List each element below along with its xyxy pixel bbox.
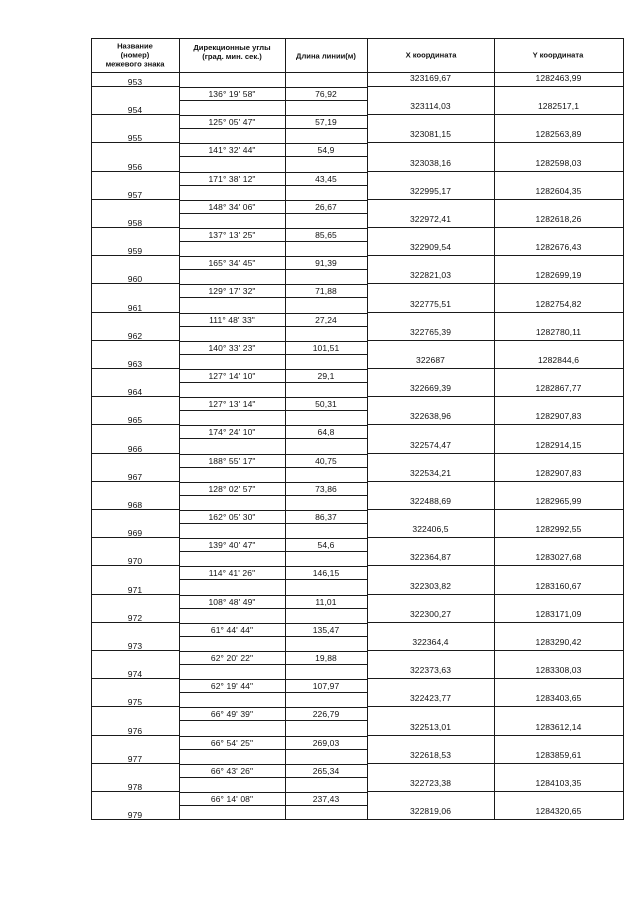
segment-angle: 128° 02' 57" <box>208 483 256 494</box>
segment-angle: 140° 33' 23" <box>208 342 256 353</box>
point-x: 322821,03 <box>409 270 452 281</box>
point-y: 1283403,65 <box>535 693 582 704</box>
point-x: 323114,03 <box>410 101 451 112</box>
row-line-seg-top <box>179 228 367 229</box>
point-y: 1282754,82 <box>535 298 582 309</box>
point-name: 974 <box>127 669 143 680</box>
row-line-seg-bottom <box>179 128 367 129</box>
row-line-seg-top <box>179 256 367 257</box>
point-y: 1282517,1 <box>537 101 580 112</box>
point-x: 322488,69 <box>409 496 452 506</box>
row-line-coords <box>367 283 623 284</box>
point-name: 975 <box>127 697 143 708</box>
segment-angle: 66° 14' 08" <box>210 794 254 804</box>
segment-length: 29,1 <box>317 371 335 381</box>
row-line-coords <box>367 114 623 115</box>
segment-angle: 165° 34' 45" <box>208 258 256 269</box>
point-name: 971 <box>127 584 143 595</box>
row-line-coords <box>367 706 623 707</box>
row-line-coords <box>367 537 623 538</box>
point-x: 322819,06 <box>409 806 452 817</box>
point-y: 1282914,15 <box>535 439 582 450</box>
point-x: 322723,38 <box>409 778 452 788</box>
row-line-seg-bottom <box>179 523 367 524</box>
row-line-seg-top <box>179 707 367 708</box>
segment-angle: 108° 48' 49" <box>208 596 256 607</box>
row-line-seg-top <box>179 454 367 455</box>
point-x: 322534,21 <box>409 467 452 478</box>
row-line-coords <box>367 424 623 425</box>
point-y: 1282867,77 <box>535 383 582 394</box>
segment-length: 101,51 <box>312 342 340 353</box>
segment-length: 76,92 <box>315 89 337 99</box>
segment-angle: 137° 13' 25" <box>208 230 256 240</box>
segment-length: 11,01 <box>315 596 337 607</box>
row-line-seg-bottom <box>179 636 367 637</box>
segment-angle: 162° 05' 30" <box>208 512 256 522</box>
segment-length: 85,65 <box>315 230 337 240</box>
row-line-seg-bottom <box>179 185 367 186</box>
column-line-2 <box>285 38 286 820</box>
point-x: 323038,16 <box>409 157 452 168</box>
point-x: 322638,96 <box>409 411 452 422</box>
row-line-seg-bottom <box>179 495 367 496</box>
row-line-coords <box>367 199 623 200</box>
segment-angle: 114° 41' 26" <box>208 568 256 579</box>
point-name: 979 <box>127 810 143 821</box>
point-y: 1283160,67 <box>535 580 582 591</box>
row-line-seg-top <box>179 87 367 88</box>
segment-angle: 136° 19' 58" <box>208 89 256 99</box>
segment-length: 40,75 <box>315 455 337 466</box>
point-y: 1282604,35 <box>535 185 582 196</box>
row-line-coords <box>367 142 623 143</box>
segment-length: 237,43 <box>312 794 340 804</box>
point-x: 322574,47 <box>409 439 452 450</box>
point-x: 322406,5 <box>412 524 449 535</box>
table-border-top <box>91 38 623 39</box>
point-y: 1283308,03 <box>535 665 582 676</box>
row-line-seg-top <box>179 538 367 539</box>
point-y: 1282676,43 <box>535 242 582 253</box>
point-x: 323169,67 <box>409 73 452 83</box>
row-line-seg-top <box>179 425 367 426</box>
point-y: 1282965,99 <box>535 496 582 506</box>
point-y: 1283171,09 <box>535 608 582 619</box>
row-line-seg-top <box>179 510 367 511</box>
segment-angle: 66° 49' 39" <box>210 709 254 720</box>
point-y: 1282844,6 <box>537 355 580 365</box>
point-name: 966 <box>127 443 143 454</box>
row-line-seg-top <box>179 651 367 652</box>
segment-length: 64,8 <box>317 427 335 438</box>
point-name: 958 <box>127 218 143 228</box>
row-line-seg-bottom <box>179 467 367 468</box>
row-line-seg-bottom <box>179 410 367 411</box>
point-y: 1282907,83 <box>535 467 582 478</box>
row-line-seg-bottom <box>179 382 367 383</box>
point-name: 970 <box>127 556 143 567</box>
point-name: 965 <box>127 415 143 426</box>
point-y: 1282463,99 <box>535 73 582 83</box>
point-x: 322423,77 <box>409 693 452 704</box>
point-name: 953 <box>127 77 143 87</box>
row-line-coords <box>367 791 623 792</box>
row-line-seg-bottom <box>179 551 367 552</box>
segment-angle: 125° 05' 47" <box>208 117 256 128</box>
row-line-coords <box>367 255 623 256</box>
row-line-seg-top <box>179 595 367 596</box>
segment-angle: 174° 24' 10" <box>208 427 256 438</box>
row-line-seg-bottom <box>179 777 367 778</box>
row-line-seg-top <box>179 313 367 314</box>
point-y: 1283290,42 <box>535 637 582 647</box>
point-name: 955 <box>127 133 143 144</box>
column-line-1 <box>179 38 180 820</box>
point-name: 957 <box>127 189 143 200</box>
point-name: 956 <box>127 161 143 172</box>
row-line-seg-bottom <box>179 269 367 270</box>
column-line-3 <box>367 38 368 820</box>
point-x: 322364,87 <box>409 552 452 563</box>
row-line-seg-bottom <box>179 241 367 242</box>
row-line-seg-top <box>179 284 367 285</box>
segment-length: 226,79 <box>312 709 340 720</box>
row-line-seg-bottom <box>179 438 367 439</box>
point-y: 1282563,89 <box>535 129 582 140</box>
segment-length: 71,88 <box>315 286 337 297</box>
row-line-seg-bottom <box>179 156 367 157</box>
segment-length: 54,9 <box>317 145 335 156</box>
point-y: 1282907,83 <box>535 411 582 422</box>
segment-length: 107,97 <box>312 681 340 692</box>
segment-angle: 129° 17' 32" <box>208 286 256 297</box>
header-y: Y координата <box>532 50 584 60</box>
segment-angle: 171° 38' 12" <box>208 173 256 184</box>
point-x: 322765,39 <box>409 326 452 337</box>
row-line-seg-top <box>179 115 367 116</box>
point-x: 322513,01 <box>409 721 452 732</box>
segment-angle: 66° 54' 25" <box>210 737 254 748</box>
segment-angle: 127° 14' 10" <box>208 371 256 381</box>
point-name: 968 <box>127 500 143 510</box>
row-line-seg-top <box>179 397 367 398</box>
segment-angle: 62° 20' 22" <box>210 653 254 663</box>
row-line-coords <box>367 171 623 172</box>
row-line-seg-bottom <box>179 692 367 693</box>
segment-angle: 61° 44' 44" <box>210 624 254 635</box>
segment-length: 91,39 <box>315 258 337 269</box>
point-y: 1283612,14 <box>535 721 582 732</box>
segment-angle: 66° 43' 26" <box>210 765 254 776</box>
row-line-seg-top <box>179 172 367 173</box>
point-y: 1282598,03 <box>535 157 582 168</box>
segment-length: 265,34 <box>312 765 340 776</box>
segment-length: 146,15 <box>312 568 340 579</box>
segment-length: 27,24 <box>315 314 337 325</box>
column-line-4 <box>494 38 495 820</box>
point-name: 977 <box>127 753 143 764</box>
segment-length: 54,6 <box>317 540 335 551</box>
row-line-seg-top <box>179 764 367 765</box>
row-line-coords <box>367 594 623 595</box>
row-line-seg-bottom <box>179 326 367 327</box>
point-y: 1282618,26 <box>535 214 582 224</box>
segment-angle: 188° 55' 17" <box>208 455 256 466</box>
segment-length: 43,45 <box>315 173 337 184</box>
point-x: 322995,17 <box>409 185 452 196</box>
point-x: 322300,27 <box>409 608 452 619</box>
point-y: 1282992,55 <box>535 524 582 535</box>
point-x: 322669,39 <box>409 383 452 394</box>
row-line-coords <box>367 565 623 566</box>
row-line-seg-top <box>179 623 367 624</box>
point-x: 322909,54 <box>409 242 452 253</box>
segment-length: 86,37 <box>315 512 337 522</box>
header-angle: Дирекционные углы (град. мин. сек.) <box>193 43 271 61</box>
row-line-seg-top <box>179 679 367 680</box>
row-line-seg-bottom <box>179 664 367 665</box>
row-line-coords <box>367 622 623 623</box>
header-length: Длина линии(м) <box>296 51 356 61</box>
row-line-coords <box>367 312 623 313</box>
point-y: 1284320,65 <box>535 806 582 817</box>
point-x: 322364,4 <box>412 637 449 647</box>
row-line-seg-bottom <box>179 805 367 806</box>
segment-angle: 127° 13' 14" <box>208 399 256 410</box>
point-x: 322618,53 <box>409 749 452 760</box>
column-line-5 <box>623 38 624 820</box>
segment-length: 26,67 <box>315 201 337 212</box>
column-line-0 <box>91 38 92 820</box>
row-line-seg-top <box>179 341 367 342</box>
point-x: 322303,82 <box>409 580 452 591</box>
row-line-seg-top <box>179 792 367 793</box>
row-line-seg-top <box>179 369 367 370</box>
row-line-seg-bottom <box>179 354 367 355</box>
row-line-seg-bottom <box>179 579 367 580</box>
point-name: 963 <box>127 359 143 369</box>
point-name: 969 <box>127 528 143 539</box>
row-line-coords <box>367 650 623 651</box>
row-line-seg-bottom <box>179 213 367 214</box>
point-y: 1283027,68 <box>535 552 582 563</box>
point-y: 1282699,19 <box>535 270 582 281</box>
point-name: 976 <box>127 725 143 736</box>
point-name: 973 <box>127 641 143 651</box>
row-line-seg-top <box>179 736 367 737</box>
row-line-seg-top <box>179 566 367 567</box>
header-x: Х координата <box>405 50 457 60</box>
point-name: 961 <box>127 302 143 313</box>
point-name: 962 <box>127 330 143 341</box>
point-name: 967 <box>127 471 143 482</box>
segment-length: 269,03 <box>312 737 340 748</box>
segment-length: 73,86 <box>315 483 337 494</box>
row-line-coords <box>367 227 623 228</box>
point-name: 972 <box>127 612 143 623</box>
row-line-coords <box>367 340 623 341</box>
segment-angle: 141° 32' 44" <box>208 145 256 156</box>
row-line-coords <box>367 763 623 764</box>
point-name: 954 <box>127 105 143 116</box>
point-x: 322373,63 <box>409 665 452 676</box>
point-name: 964 <box>127 387 143 398</box>
segment-angle: 111° 48' 33" <box>209 314 255 325</box>
point-y: 1282780,11 <box>535 326 582 337</box>
row-line-seg-bottom <box>179 297 367 298</box>
point-x: 323081,15 <box>409 129 452 140</box>
segment-angle: 148° 34' 06" <box>208 201 256 212</box>
segment-length: 50,31 <box>315 399 337 410</box>
row-line-seg-bottom <box>179 749 367 750</box>
row-line-coords <box>367 86 623 87</box>
row-line-seg-bottom <box>179 720 367 721</box>
segment-length: 57,19 <box>315 117 337 128</box>
row-line-coords <box>367 368 623 369</box>
table-border-bottom <box>91 819 623 820</box>
row-line-seg-bottom <box>179 100 367 101</box>
row-line-coords <box>367 453 623 454</box>
row-line-coords <box>367 396 623 397</box>
point-name: 959 <box>127 246 143 257</box>
segment-length: 135,47 <box>312 624 340 635</box>
point-name: 960 <box>127 274 143 285</box>
row-line-seg-top <box>179 482 367 483</box>
point-y: 1283859,61 <box>535 749 582 760</box>
row-line-seg-top <box>179 143 367 144</box>
segment-angle: 139° 40' 47" <box>208 540 256 551</box>
row-line-coords <box>367 735 623 736</box>
row-line-seg-bottom <box>179 608 367 609</box>
point-x: 322775,51 <box>409 298 452 309</box>
segment-angle: 62° 19' 44" <box>210 681 254 692</box>
point-x: 322972,41 <box>409 214 452 224</box>
row-line-seg-top <box>179 200 367 201</box>
segment-length: 19,88 <box>315 653 337 663</box>
header-name: Название (номер) межевого знака <box>105 41 165 69</box>
point-x: 322687 <box>416 355 445 365</box>
point-name: 978 <box>127 782 143 792</box>
row-line-coords <box>367 509 623 510</box>
point-y: 1284103,35 <box>535 778 582 788</box>
row-line-coords <box>367 481 623 482</box>
row-line-coords <box>367 678 623 679</box>
